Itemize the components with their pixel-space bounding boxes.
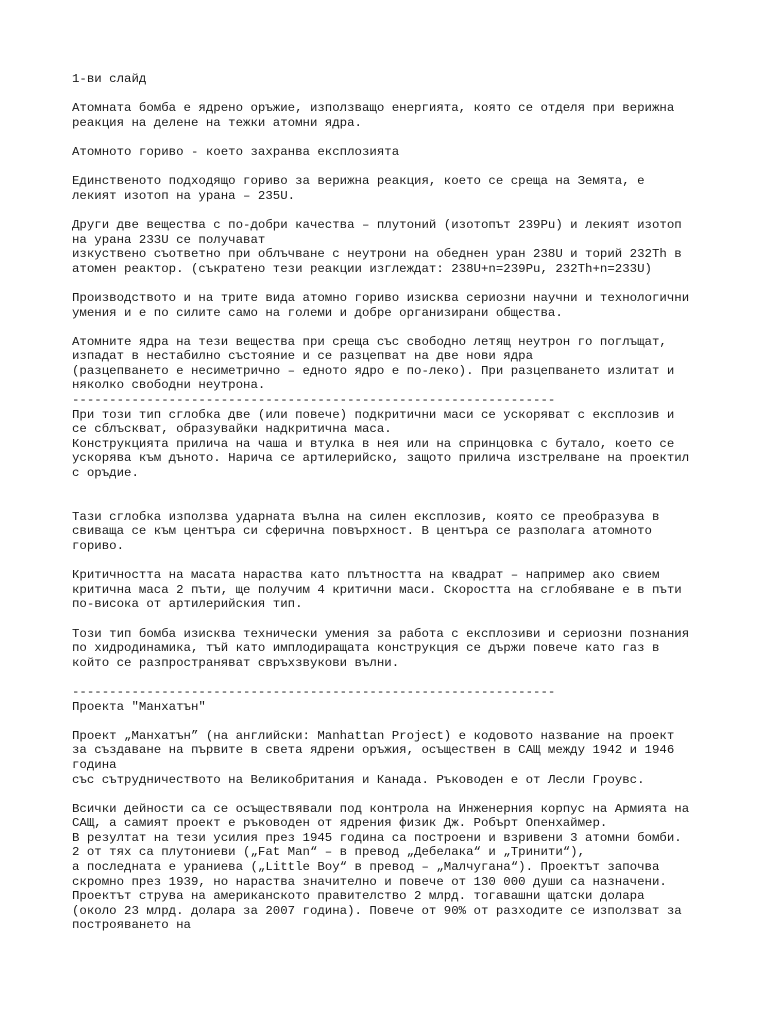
blank-line (72, 554, 712, 569)
text-line: Критичността на масата нараства като плътността на квадрат – например ако свием (72, 568, 660, 583)
blank-line (72, 714, 712, 729)
text-line: Единственото подходящо гориво за верижна реакция, което се среща на Земята, е (72, 174, 645, 189)
blank-line (72, 130, 712, 145)
text-line: а последната е ураниева („Little Boy“ в превод – „Малчугана“). Проектът започва (72, 860, 660, 875)
text-line: по-висока от артилерийския тип. (72, 597, 303, 612)
text-line: Проект „Манхатън” (на английски: Manhattan Project) е кодовото название на проект (72, 728, 675, 743)
text-line: гориво. (72, 539, 125, 553)
text-line: с оръдие. (72, 466, 139, 481)
text-line: на урана 233U се получават (72, 232, 266, 247)
blank-line (72, 787, 712, 802)
text-line: скромно през 1939, но нараства значително и повече от 130 000 души са назначени. (72, 874, 667, 889)
blank-line (72, 670, 712, 685)
text-line: Проекта "Манхатън" (72, 699, 206, 714)
blank-line (72, 87, 712, 102)
section-divider: ----------------------------------------------------------------- (72, 393, 556, 408)
text-line: Всички дейности са се осъществявали под контрола на Инженерния корпус на Армията на (72, 801, 690, 816)
text-line: критична маса 2 пъти, ще получим 4 критични маси. Скоростта на сглобяване е в пъти (72, 582, 682, 597)
text-line: Производството и на трите вида атомно гориво изисква сериозни научни и технологични (72, 290, 690, 305)
text-line: Атомната бомба е ядрено оръжие, използващо енергията, която се отделя при верижна (72, 101, 675, 116)
blank-line (72, 495, 712, 510)
text-line: (около 23 млрд. долара за 2007 година). Повече от 90% от разходите се използват за (72, 903, 682, 918)
text-line: ускорява към дъното. Нарича се артилерийско, защото прилича изстрелване на проектил (72, 451, 690, 466)
text-line: със сътрудничеството на Великобритания и Канада. Ръководен е от Лесли Гроувс. (72, 772, 645, 787)
text-line: атомен реактор. (съкратено тези реакции изглеждат: 238U+n=239Pu, 232Th+n=233U) (72, 261, 652, 276)
text-line: изпадат в нестабилно състояние и се разцепват на две нови ядра (72, 349, 534, 364)
text-line: При този тип сглобка две (или повече) подкритични маси се ускоряват с експлозив и (72, 407, 675, 422)
text-line: за създаване на първите в света ядрени оръжия, осъществен в САЩ между 1942 и 1946 (72, 743, 675, 758)
text-line: Други две вещества с по-добри качества – плутоний (изотопът 239Pu) и лекият изотоп (72, 217, 682, 232)
blank-line (72, 481, 712, 496)
text-line: умения и е по силите само на големи и добре организирани общества. (72, 305, 563, 320)
blank-line (72, 203, 712, 218)
text-line: се сблъскват, образувайки надкритична маса. (72, 422, 392, 437)
text-line: който се разпространяват свръхзвукови вълни. (72, 655, 400, 670)
blank-line (72, 276, 712, 291)
text-line: година (72, 757, 117, 772)
text-line: свиваща се към центъра си сферична повърхност. В центъра се разполага атомното (72, 524, 652, 539)
text-line: построяването на (72, 918, 191, 933)
text-line: лекият изотоп на урана – 235U. (72, 188, 296, 203)
text-line: по хидродинамика, тъй като имплодиращата конструкция се държи повече като газ в (72, 641, 660, 656)
text-line: реакция на делене на тежки атомни ядра. (72, 115, 362, 130)
text-line: Тази сглобка използва ударната вълна на силен експлозив, която се преобразува в (72, 509, 660, 524)
text-line: 2 от тях са плутониеви („Fat Man“ – в превод „Дебелака“ и „Тринити“), (72, 845, 586, 860)
text-line: САЩ, а самият проект е ръководен от ядрения физик Дж. Робърт Опенхаймер. (72, 816, 608, 831)
text-line: Атомните ядра на тези вещества при среща със свободно летящ неутрон го поглъщат, (72, 334, 667, 349)
text-line: (разцепването е несиметрично – едното ядро е по-леко). При разцепването излитат и (72, 363, 675, 378)
text-line: няколко свободни неутрона. (72, 378, 266, 393)
text-line: Този тип бомба изисква технически умения за работа с експлозиви и сериозни познания (72, 626, 690, 641)
blank-line (72, 160, 712, 175)
document-page (72, 72, 712, 933)
text-line: Атомното гориво - което захранва експлозията (72, 144, 400, 159)
section-divider: ----------------------------------------------------------------- (72, 684, 556, 699)
text-line: Проектът струва на американското правителство 2 млрд. тогавашни щатски долара (72, 889, 645, 904)
text-line: изкуствено съответно при облъчване с неутрони на обеднен уран 238U и торий 232Th в (72, 247, 682, 262)
text-line: Конструкцията прилича на чаша и втулка в нея или на спринцовка с бутало, което се (72, 436, 675, 451)
text-line: В резултат на тези усилия през 1945 година са построени и взривени 3 атомни бомби. (72, 830, 682, 845)
text-line: 1-ви слайд (72, 72, 147, 86)
blank-line (72, 612, 712, 627)
blank-line (72, 320, 712, 335)
